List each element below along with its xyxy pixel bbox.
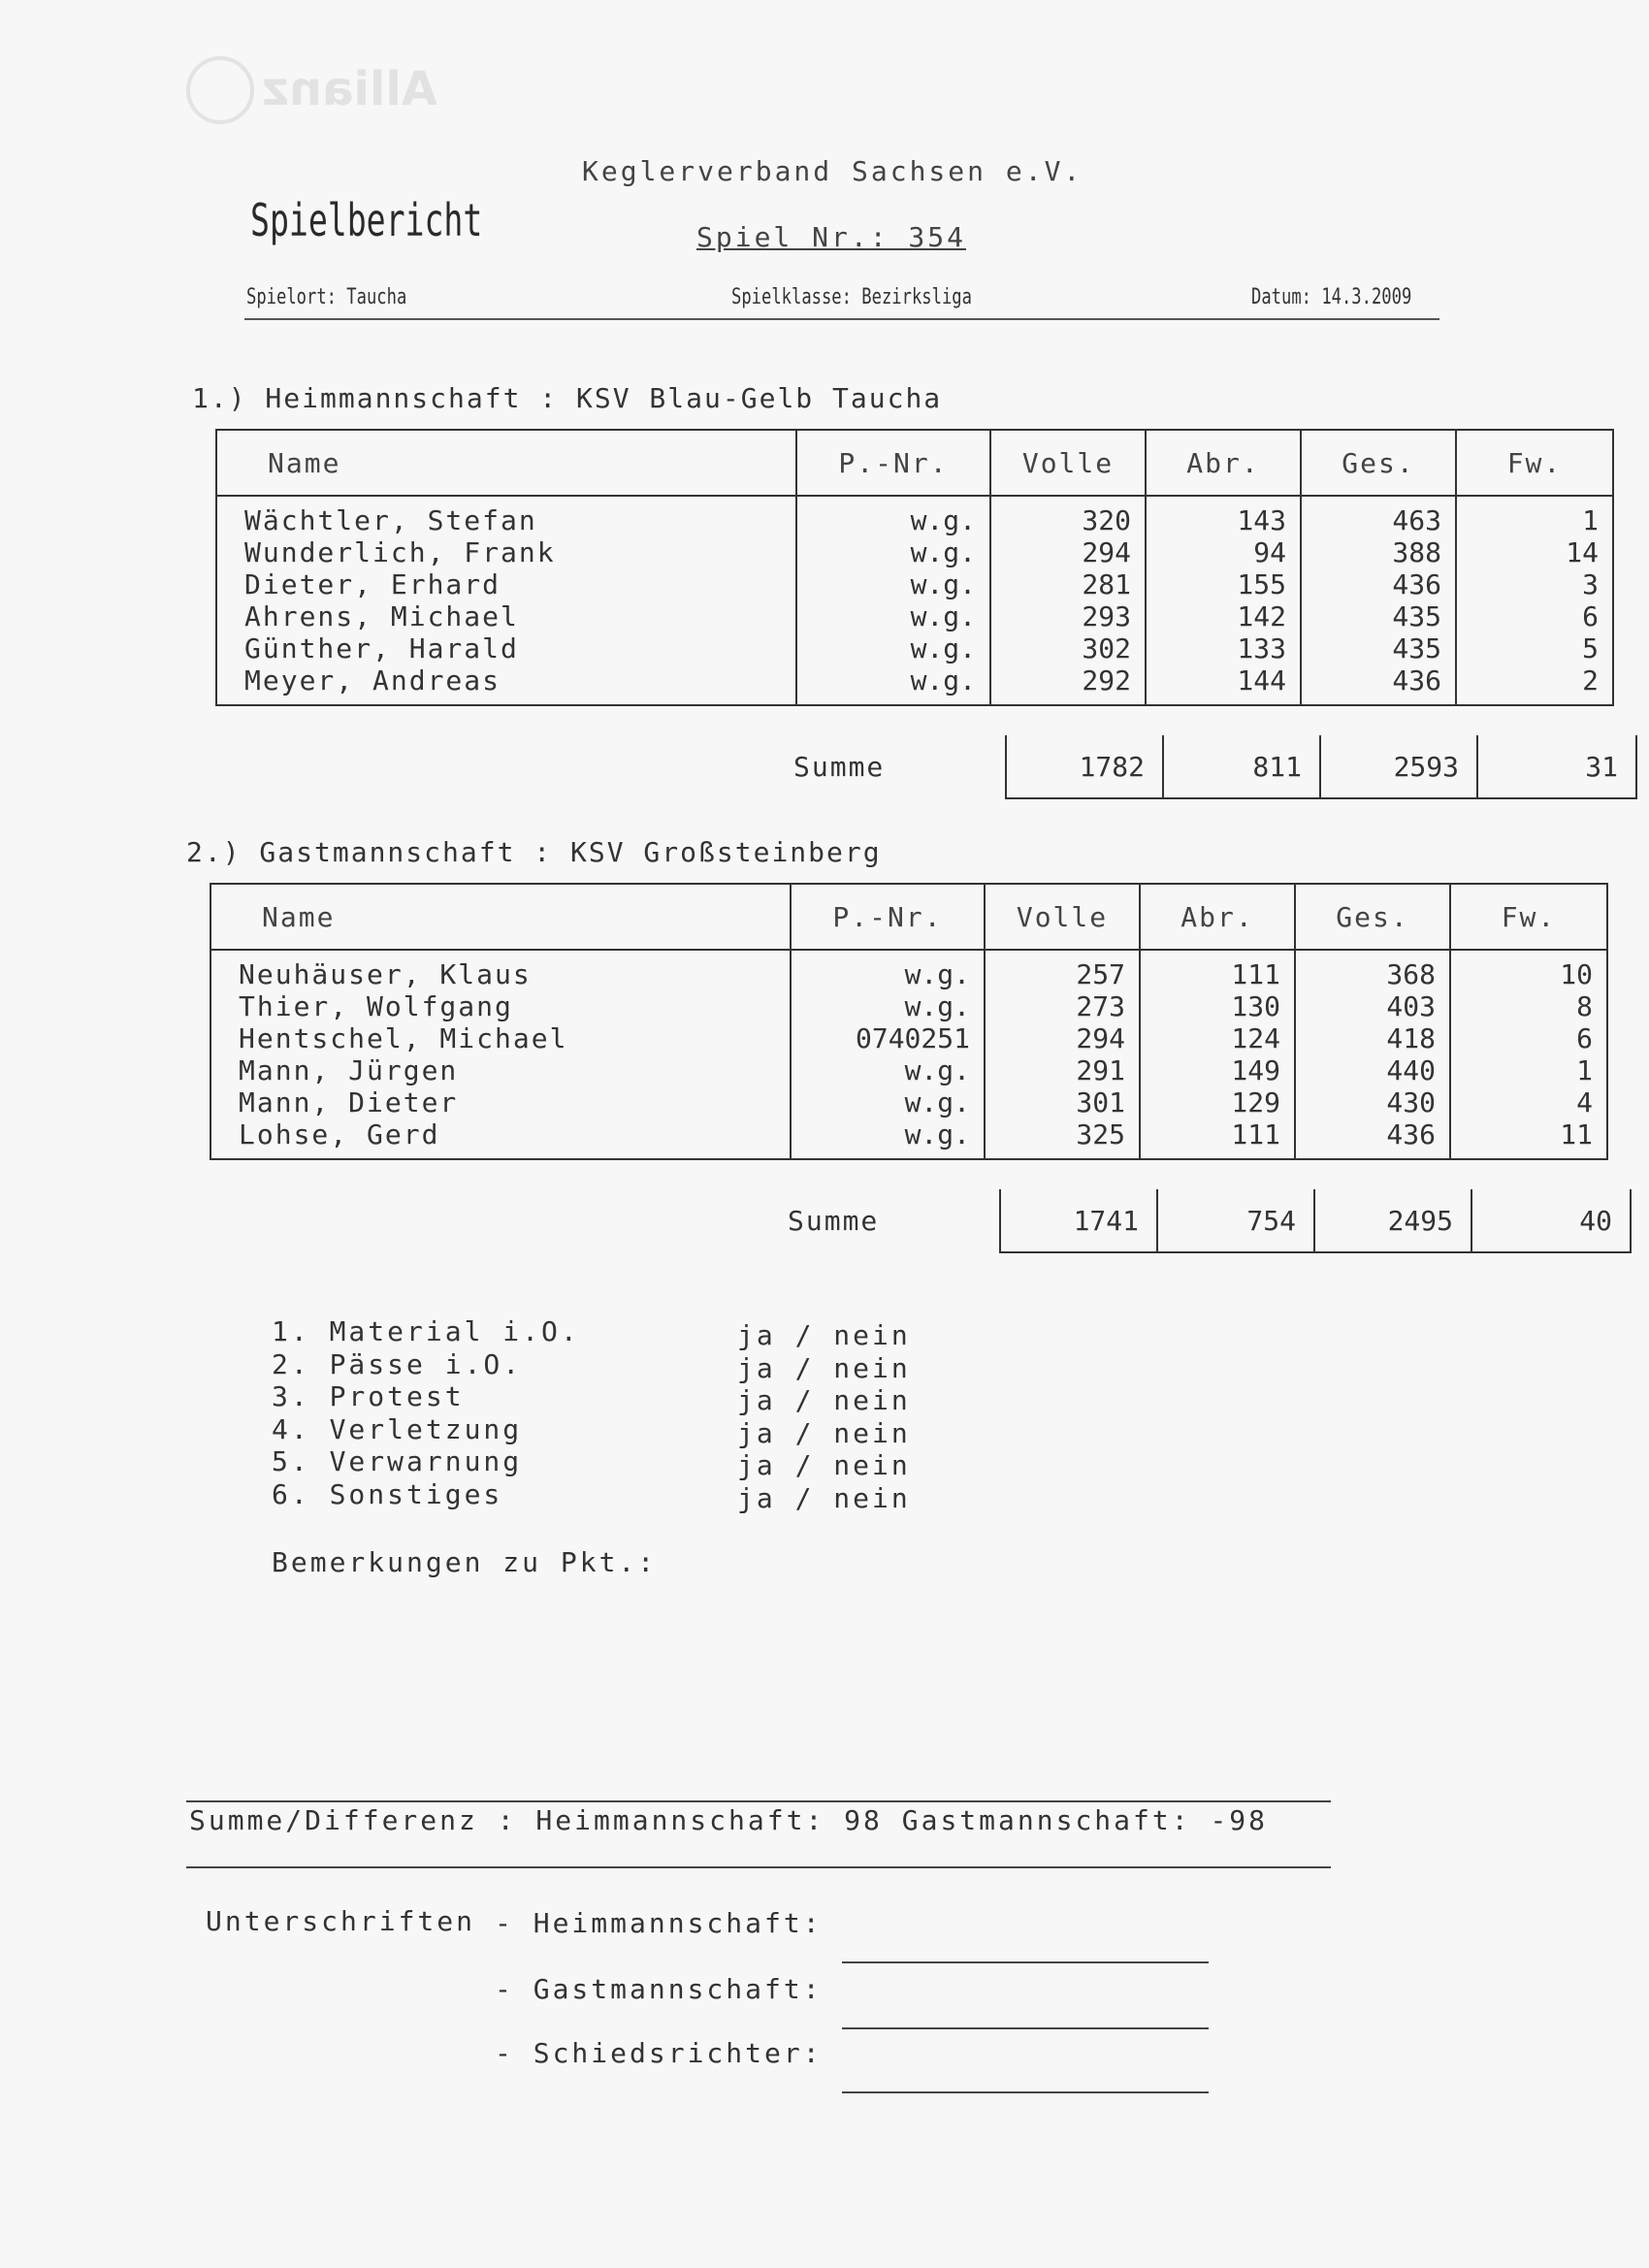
col-fehlwurf: Fw.	[1456, 430, 1613, 496]
player-name: Wunderlich, Frank	[216, 536, 796, 568]
pass-number: w.g.	[796, 600, 990, 632]
fw-value: 5	[1456, 632, 1613, 664]
fw-value: 2	[1456, 664, 1613, 705]
player-name: Neuhäuser, Klaus	[210, 950, 791, 990]
player-row	[210, 1086, 1607, 1118]
allianz-watermark-logo	[186, 56, 438, 118]
ges-value: 436	[1301, 664, 1456, 705]
logo-text: Allianz	[262, 62, 438, 116]
player-row	[210, 1022, 1607, 1054]
guest-team-title: 2.) Gastmannschaft : KSV Großsteinberg	[186, 836, 882, 868]
player-row	[210, 990, 1607, 1022]
checklist-label: 5. Verwarnung	[272, 1445, 523, 1478]
game-number: Spiel Nr.: 354	[696, 221, 967, 253]
checklist-answer: ja / nein	[737, 1384, 911, 1417]
abr-value: 130	[1140, 990, 1295, 1022]
checklist-item	[272, 1477, 911, 1514]
checklist	[272, 1315, 911, 1514]
ges-value: 403	[1295, 990, 1450, 1022]
fw-value: 10	[1450, 950, 1607, 990]
col-name: Name	[210, 884, 791, 950]
player-row	[210, 950, 1607, 990]
volle-value: 293	[990, 600, 1146, 632]
match-date: Datum: 14.3.2009	[1251, 285, 1412, 309]
sum-abr: 754	[1157, 1189, 1314, 1252]
volle-value: 294	[990, 536, 1146, 568]
col-abraeumen: Abr.	[1146, 430, 1301, 496]
sum-abr: 811	[1163, 735, 1320, 798]
abr-value: 111	[1140, 950, 1295, 990]
checklist-answer: ja / nein	[737, 1449, 911, 1482]
volle-value: 325	[985, 1118, 1140, 1159]
pass-number: w.g.	[796, 632, 990, 664]
checklist-item	[272, 1380, 911, 1417]
fw-value: 4	[1450, 1086, 1607, 1118]
checklist-label: 4. Verletzung	[272, 1412, 523, 1445]
signatures-label: Unterschriften	[206, 1905, 476, 1937]
ges-value: 418	[1295, 1022, 1450, 1054]
sum-fw: 40	[1471, 1189, 1631, 1252]
volle-value: 302	[990, 632, 1146, 664]
sum-difference: Summe/Differenz : Heimmannschaft: 98 Gastmannschaft: -98	[189, 1804, 1269, 1836]
abr-value: 133	[1146, 632, 1301, 664]
volle-value: 301	[985, 1086, 1140, 1118]
player-name: Thier, Wolfgang	[210, 990, 791, 1022]
player-name: Wächtler, Stefan	[216, 496, 796, 536]
ges-value: 368	[1295, 950, 1450, 990]
abr-value: 149	[1140, 1054, 1295, 1086]
home-team-title: 1.) Heimmannschaft : KSV Blau-Gelb Taucha	[192, 382, 943, 414]
signature-guest-label: - Gastmannschaft:	[495, 1973, 823, 2005]
checklist-label: 3. Protest	[272, 1380, 465, 1413]
player-row	[216, 600, 1613, 632]
sum-label: Summe	[788, 1205, 880, 1237]
pass-number: w.g.	[796, 496, 990, 536]
player-row	[216, 632, 1613, 664]
col-volle: Volle	[985, 884, 1140, 950]
volle-value: 257	[985, 950, 1140, 990]
fw-value: 1	[1456, 496, 1613, 536]
player-name: Ahrens, Michael	[216, 600, 796, 632]
divider-line	[186, 1866, 1331, 1868]
ges-value: 435	[1301, 600, 1456, 632]
signature-home-line[interactable]	[842, 1961, 1209, 1963]
volle-value: 291	[985, 1054, 1140, 1086]
checklist-item	[272, 1445, 911, 1482]
table-header-row	[210, 884, 1607, 950]
col-name: Name	[216, 430, 796, 496]
home-sum-table	[793, 735, 1637, 799]
signature-guest-line[interactable]	[842, 2027, 1209, 2029]
checklist-answer: ja / nein	[737, 1416, 911, 1449]
divider-line	[186, 1800, 1331, 1802]
pass-number: w.g.	[791, 990, 985, 1022]
abr-value: 144	[1146, 664, 1301, 705]
ges-value: 440	[1295, 1054, 1450, 1086]
col-volle: Volle	[990, 430, 1146, 496]
pass-number: w.g.	[796, 536, 990, 568]
guest-sum-table	[788, 1189, 1632, 1253]
player-name: Dieter, Erhard	[216, 568, 796, 600]
ges-value: 436	[1295, 1118, 1450, 1159]
ges-value: 435	[1301, 632, 1456, 664]
sum-label: Summe	[793, 751, 886, 783]
ges-value: 436	[1301, 568, 1456, 600]
guest-sum-row	[788, 1189, 1631, 1252]
checklist-label: 6. Sonstiges	[272, 1477, 503, 1510]
ges-value: 430	[1295, 1086, 1450, 1118]
league-class: Spielklasse: Bezirksliga	[731, 285, 972, 309]
pass-number: w.g.	[796, 568, 990, 600]
player-row	[216, 536, 1613, 568]
player-name: Günther, Harald	[216, 632, 796, 664]
player-name: Lohse, Gerd	[210, 1118, 791, 1159]
checklist-item	[272, 1412, 911, 1449]
abr-value: 129	[1140, 1086, 1295, 1118]
volle-value: 320	[990, 496, 1146, 536]
abr-value: 124	[1140, 1022, 1295, 1054]
home-team-table	[215, 429, 1614, 706]
checklist-label: 2. Pässe i.O.	[272, 1347, 523, 1380]
pass-number: w.g.	[791, 1086, 985, 1118]
sum-ges: 2495	[1314, 1189, 1471, 1252]
sum-volle: 1782	[1006, 735, 1163, 798]
col-gesamt: Ges.	[1295, 884, 1450, 950]
col-fehlwurf: Fw.	[1450, 884, 1607, 950]
col-pass-number: P.-Nr.	[791, 884, 985, 950]
organisation-name: Keglerverband Sachsen e.V.	[582, 155, 1083, 187]
pass-number: w.g.	[791, 950, 985, 990]
col-gesamt: Ges.	[1301, 430, 1456, 496]
fw-value: 14	[1456, 536, 1613, 568]
checklist-item	[272, 1347, 911, 1384]
home-sum-row	[793, 735, 1636, 798]
table-header-row	[216, 430, 1613, 496]
sum-ges: 2593	[1320, 735, 1477, 798]
player-row	[216, 496, 1613, 536]
remarks-label: Bemerkungen zu Pkt.:	[272, 1546, 658, 1578]
fw-value: 8	[1450, 990, 1607, 1022]
fw-value: 1	[1450, 1054, 1607, 1086]
abr-value: 155	[1146, 568, 1301, 600]
pass-number: w.g.	[791, 1054, 985, 1086]
sum-fw: 31	[1477, 735, 1636, 798]
player-row	[210, 1054, 1607, 1086]
checklist-answer: ja / nein	[737, 1351, 911, 1384]
checklist-answer: ja / nein	[737, 1481, 911, 1514]
abr-value: 143	[1146, 496, 1301, 536]
logo-circle-icon	[186, 56, 254, 124]
player-name: Hentschel, Michael	[210, 1022, 791, 1054]
volle-value: 281	[990, 568, 1146, 600]
player-name: Meyer, Andreas	[216, 664, 796, 705]
player-row	[216, 664, 1613, 705]
checklist-answer: ja / nein	[737, 1319, 911, 1351]
player-row	[210, 1118, 1607, 1159]
checklist-label: 1. Material i.O.	[272, 1315, 580, 1347]
player-row	[216, 568, 1613, 600]
ges-value: 463	[1301, 496, 1456, 536]
ges-value: 388	[1301, 536, 1456, 568]
document-title: Spielbericht	[250, 194, 483, 246]
pass-number: w.g.	[791, 1118, 985, 1159]
match-info-line	[244, 281, 1439, 320]
player-name: Mann, Jürgen	[210, 1054, 791, 1086]
sum-volle: 1741	[1000, 1189, 1157, 1252]
volle-value: 294	[985, 1022, 1140, 1054]
signature-referee-line[interactable]	[842, 2091, 1209, 2093]
fw-value: 6	[1456, 600, 1613, 632]
signature-home-label: - Heimmannschaft:	[495, 1907, 823, 1939]
col-abraeumen: Abr.	[1140, 884, 1295, 950]
fw-value: 3	[1456, 568, 1613, 600]
guest-team-table	[210, 883, 1608, 1160]
volle-value: 273	[985, 990, 1140, 1022]
volle-value: 292	[990, 664, 1146, 705]
player-name: Mann, Dieter	[210, 1086, 791, 1118]
venue: Spielort: Taucha	[246, 285, 407, 309]
abr-value: 94	[1146, 536, 1301, 568]
pass-number: 0740251	[791, 1022, 985, 1054]
col-pass-number: P.-Nr.	[796, 430, 990, 496]
pass-number: w.g.	[796, 664, 990, 705]
signature-referee-label: - Schiedsrichter:	[495, 2037, 823, 2069]
abr-value: 142	[1146, 600, 1301, 632]
fw-value: 6	[1450, 1022, 1607, 1054]
abr-value: 111	[1140, 1118, 1295, 1159]
fw-value: 11	[1450, 1118, 1607, 1159]
checklist-item	[272, 1315, 911, 1351]
